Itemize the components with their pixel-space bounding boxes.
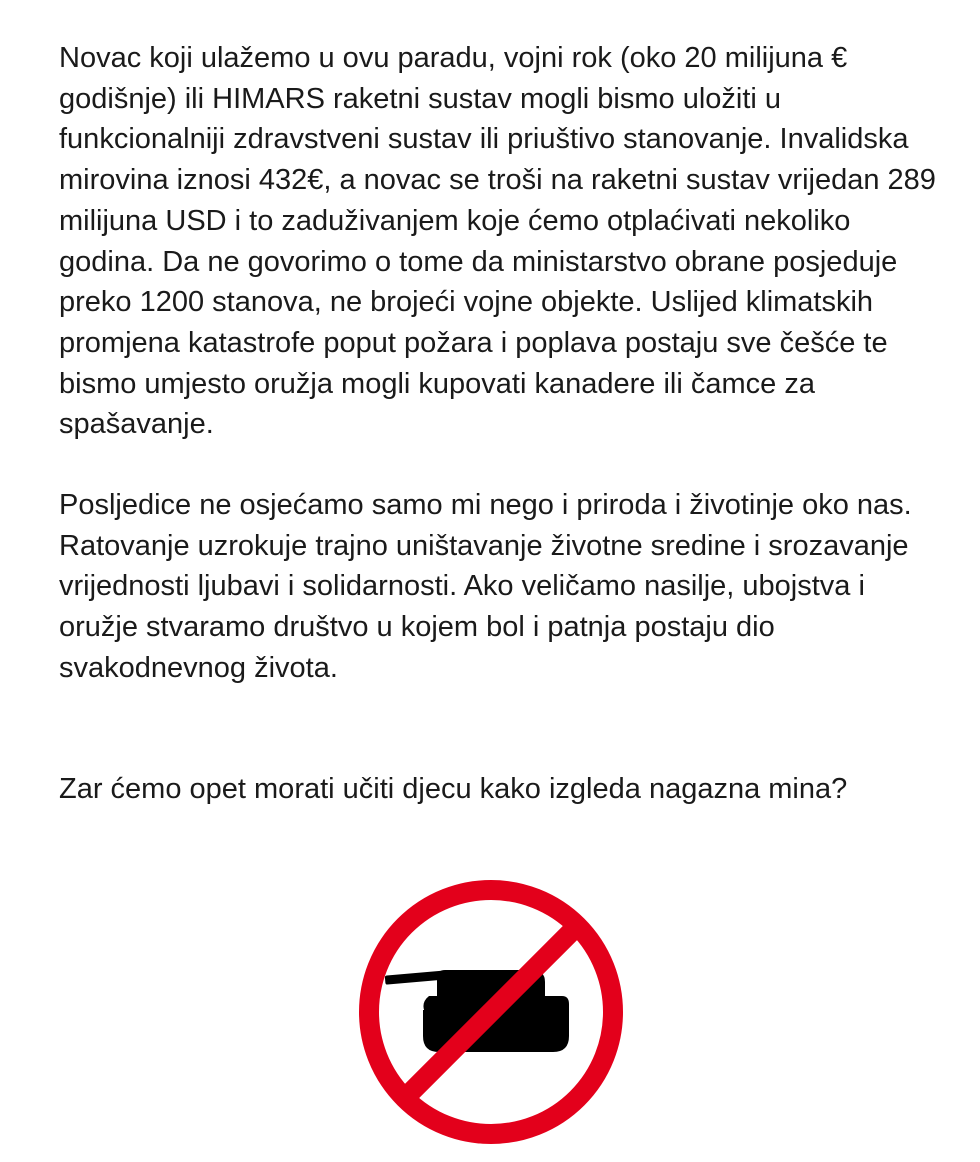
paragraph-military-spending: Novac koji ulažemo u ovu paradu, vojni rok (oko 20 milijuna € godišnje) ili HIMARS raketni sustav mogli bismo uložiti u funkcionalniji zdravstveni sustav ili priuštivo stanovanje. Invalidska mirovina iznosi 432€, a novac se troši na raketni sustav vrijedan 289 milijuna USD i to zaduživanjem koje ćemo otplaćivati nekoliko godina. Da ne govorimo o tome da ministarstvo obrane posjeduje preko 1200 stanova, ne brojeći vojne objekte. Uslijed klimatskih promjena katastrofe poput požara i poplava postaju sve češće te bismo umjesto oružja mogli kupovati kanadere ili čamce za spašavanje. [59,42,936,441]
paragraph-consequences: Posljedice ne osjećamo samo mi nego i priroda i životinje oko nas. Ratovanje uzrokuje trajno uništavanje životne sredine i srozavanje vrijednosti ljubavi i solidarnosti. Ako veličamo nasilje, ubojstva i oružje stvaramo društvo u kojem bol i patnja postaju dio svakodnevnog života. [59,489,912,684]
document-body [59,38,939,809]
paragraph-landmine-question: Zar ćemo opet morati učiti djecu kako izgleda nagazna mina? [59,772,848,805]
no-tanks-icon [357,878,625,1146]
